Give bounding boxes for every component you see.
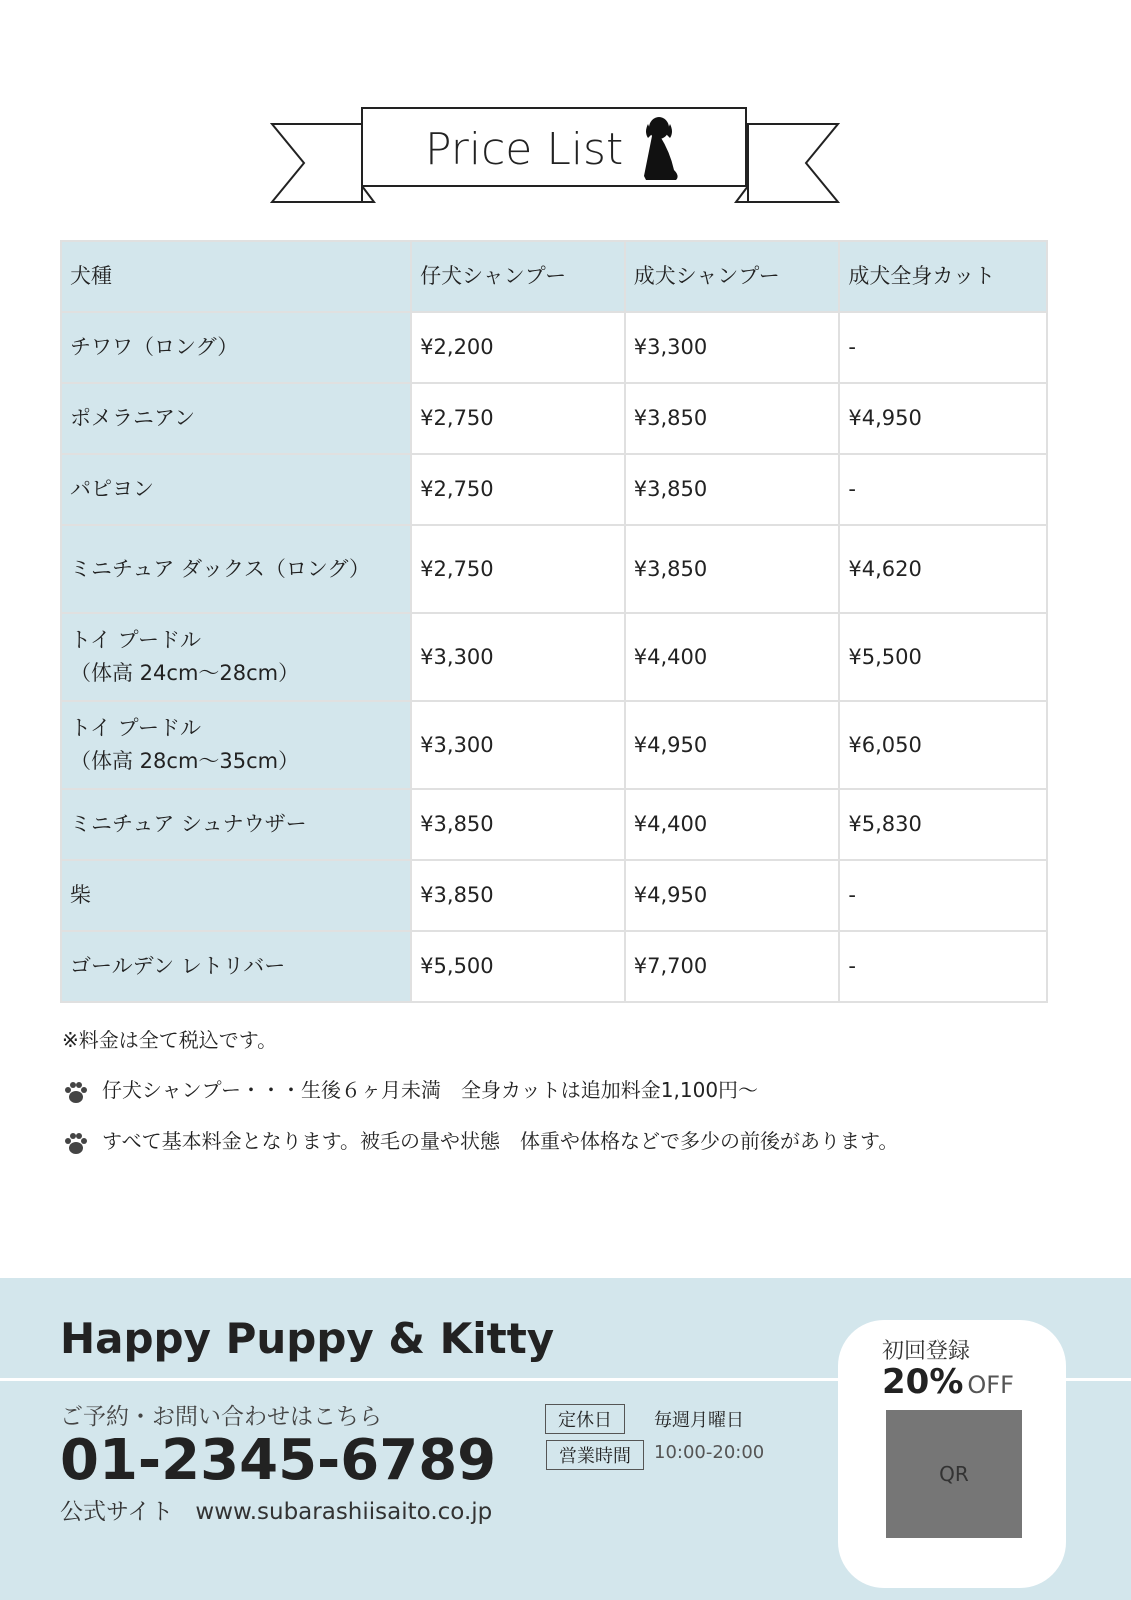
price-cell: ¥2,200 <box>411 312 625 383</box>
table-row <box>61 701 1047 789</box>
closed-day-value: 毎週月曜日 <box>654 1410 744 1431</box>
hours-value: 10:00-20:00 <box>654 1442 765 1463</box>
tax-note: ※料金は全て税込です。 <box>62 1028 278 1052</box>
qr-label: QR <box>939 1462 969 1486</box>
breed-cell: ミニチュア シュナウザー <box>61 789 411 860</box>
table-row <box>61 454 1047 525</box>
price-cell: ¥3,300 <box>625 312 840 383</box>
column-header: 成犬全身カット <box>839 241 1047 312</box>
breed-cell: トイ プードル （体高 24cm〜28cm） <box>61 613 411 701</box>
promo-card <box>838 1320 1066 1588</box>
website <box>60 1493 492 1526</box>
promo-off: OFF <box>967 1371 1014 1399</box>
price-cell: ¥3,850 <box>625 454 840 525</box>
note-text: 仔犬シャンプー・・・生後６ヶ月未満 全身カットは追加料金1,100円〜 <box>102 1078 759 1102</box>
price-cell: ¥3,850 <box>411 789 625 860</box>
site-url[interactable]: www.subarashiisaito.co.jp <box>195 1499 493 1525</box>
table-row <box>61 312 1047 383</box>
breed-cell: ポメラニアン <box>61 383 411 454</box>
phone-number[interactable]: 01-2345-6789 <box>60 1428 497 1493</box>
breed-cell: トイ プードル （体高 28cm〜35cm） <box>61 701 411 789</box>
price-cell: ¥3,300 <box>411 701 625 789</box>
breed-cell: パピヨン <box>61 454 411 525</box>
paw-icon <box>62 1129 90 1157</box>
price-cell: ¥3,850 <box>625 525 840 613</box>
table-row <box>61 525 1047 613</box>
site-label: 公式サイト <box>60 1499 174 1525</box>
footer <box>0 1278 1131 1600</box>
paw-icon <box>62 1078 90 1106</box>
price-cell: - <box>839 312 1047 383</box>
hours-tag: 営業時間 <box>546 1440 644 1470</box>
price-cell: - <box>839 860 1047 931</box>
table-row <box>61 613 1047 701</box>
price-cell: - <box>839 454 1047 525</box>
table-row <box>61 383 1047 454</box>
promo-percent: 20% <box>882 1362 964 1402</box>
price-cell: ¥4,620 <box>839 525 1047 613</box>
contact-label: ご予約・お問い合わせはこちら <box>60 1404 382 1430</box>
breed-cell: 柴 <box>61 860 411 931</box>
price-cell: ¥3,300 <box>411 613 625 701</box>
shop-name: Happy Puppy & Kitty <box>60 1314 555 1363</box>
column-header: 成犬シャンプー <box>625 241 840 312</box>
price-cell: - <box>839 931 1047 1002</box>
price-cell: ¥5,500 <box>411 931 625 1002</box>
price-cell: ¥6,050 <box>839 701 1047 789</box>
price-cell: ¥2,750 <box>411 454 625 525</box>
price-cell: ¥2,750 <box>411 383 625 454</box>
column-header: 犬種 <box>61 241 411 312</box>
price-cell: ¥4,400 <box>625 789 840 860</box>
note-item <box>62 1125 898 1157</box>
price-cell: ¥4,950 <box>625 701 840 789</box>
price-table <box>60 240 1048 1003</box>
breed-cell: ミニチュア ダックス（ロング） <box>61 525 411 613</box>
promo-discount <box>882 1362 1014 1402</box>
price-cell: ¥4,950 <box>625 860 840 931</box>
qr-code[interactable] <box>886 1410 1022 1538</box>
table-row <box>61 789 1047 860</box>
price-cell: ¥5,830 <box>839 789 1047 860</box>
price-cell: ¥4,400 <box>625 613 840 701</box>
price-cell: ¥3,850 <box>411 860 625 931</box>
note-text: すべて基本料金となります。被毛の量や状態 体重や体格などで多少の前後があります。 <box>102 1129 899 1153</box>
price-cell: ¥4,950 <box>839 383 1047 454</box>
note-item <box>62 1074 758 1106</box>
page-title: Price List <box>425 124 624 175</box>
price-cell: ¥2,750 <box>411 525 625 613</box>
breed-cell: チワワ（ロング） <box>61 312 411 383</box>
table-row <box>61 931 1047 1002</box>
column-header: 仔犬シャンプー <box>411 241 625 312</box>
closed-day-tag: 定休日 <box>545 1404 625 1434</box>
price-cell: ¥7,700 <box>625 931 840 1002</box>
table-row <box>61 860 1047 931</box>
price-cell: ¥5,500 <box>839 613 1047 701</box>
price-cell: ¥3,850 <box>625 383 840 454</box>
table-header-row <box>61 241 1047 312</box>
promo-label: 初回登録 <box>882 1339 971 1364</box>
breed-cell: ゴールデン レトリバー <box>61 931 411 1002</box>
